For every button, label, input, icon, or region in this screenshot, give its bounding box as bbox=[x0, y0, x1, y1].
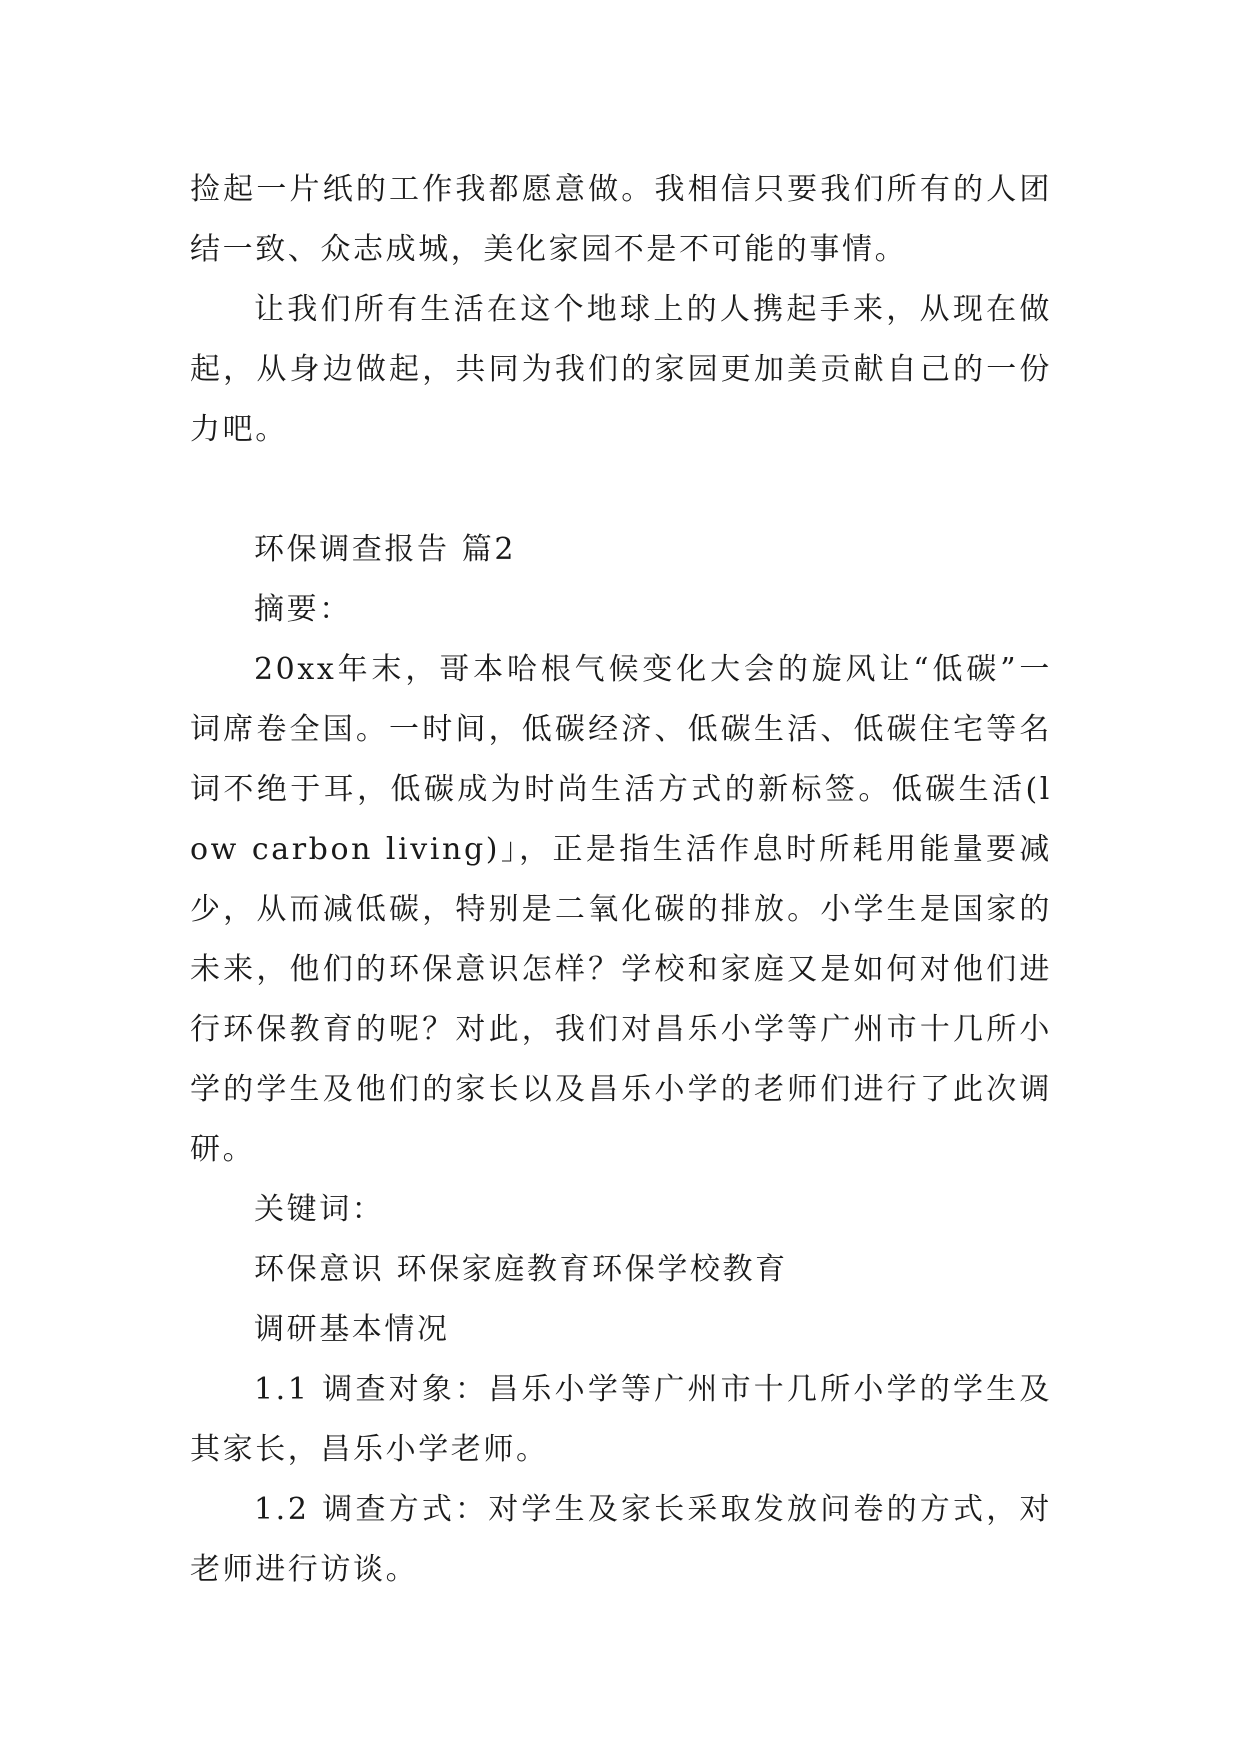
keywords-label: 关键词： bbox=[254, 1192, 385, 1227]
document-body bbox=[190, 160, 1052, 1600]
paragraph-continuation: 捡起一片纸的工作我都愿意做。我相信只要我们所有的人团结一致、众志成城，美化家园不是不可能的事情。 bbox=[190, 172, 1052, 267]
basic-info-heading: 调研基本情况 bbox=[254, 1312, 450, 1347]
abstract-label: 摘要： bbox=[254, 592, 352, 627]
survey-method-item: 1.2 调查方式：对学生及家长采取发放问卷的方式，对老师进行访谈。 bbox=[190, 1492, 1052, 1587]
keywords-text: 环保意识 环保家庭教育环保学校教育 bbox=[254, 1252, 788, 1287]
paragraph-closing: 让我们所有生活在这个地球上的人携起手来，从现在做起，从身边做起，共同为我们的家园更加美贡献自己的一份力吧。 bbox=[190, 292, 1052, 447]
section-gap bbox=[190, 460, 1052, 520]
survey-subjects-item: 1.1 调查对象：昌乐小学等广州市十几所小学的学生及其家长，昌乐小学老师。 bbox=[190, 1372, 1052, 1467]
abstract-body: 20xx年末，哥本哈根气候变化大会的旋风让“低碳”一词席卷全国。一时间，低碳经济、低碳生活、低碳住宅等名词不绝于耳，低碳成为时尚生活方式的新标签。低碳生活(low carbon living)」，正是指生活作息时所耗用能量要减少，从而减低碳，特别是二氧化碳的排放。小学生是国家的未来，他们的环保意识怎样？学校和家庭又是如何对他们进行环保教育的呢？对此，我们对昌乐小学等广州市十几所小学的学生及他们的家长以及昌乐小学的老师们进行了此次调研。 bbox=[190, 652, 1052, 1167]
section-title: 环保调查报告 篇2 bbox=[254, 532, 517, 567]
